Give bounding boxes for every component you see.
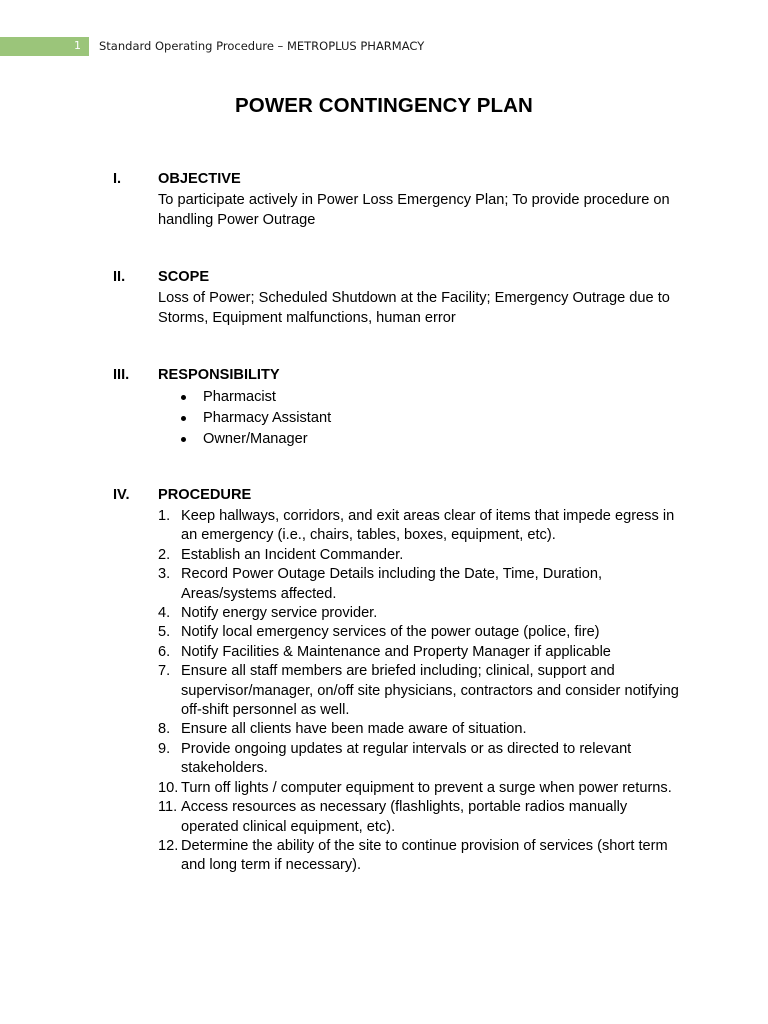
step-text: Turn off lights / computer equipment to prevent a surge when power returns. [181,779,672,796]
step-text: Ensure all staff members are briefed including; clinical, support and supervisor/manager, on/off site physicians, contractors and consider notifying off-shift personnel as well. [181,663,679,719]
list-item [158,604,688,623]
bullet-icon [181,416,186,421]
section-number: IV. [113,487,130,503]
step-number: 8. [158,721,171,738]
list-item [158,798,688,837]
list-item [181,429,331,450]
step-text: Notify energy service provider. [181,605,378,622]
section-number: II. [113,269,126,285]
list-item [181,408,331,429]
step-number: 9. [158,740,171,757]
step-number: 2. [158,546,171,563]
list-item-text: Pharmacist [203,389,276,405]
page-number: 1 [74,39,81,52]
section-number: III. [113,367,130,383]
list-item [181,387,331,408]
section-body: To participate actively in Power Loss Emergency Plan; To provide procedure on handling Power Outrage [158,192,670,228]
section-body: Loss of Power; Scheduled Shutdown at the Facility; Emergency Outrage due to Storms, Equipment malfunctions, human error [158,290,670,326]
list-item-text: Owner/Manager [203,430,308,447]
step-text: Notify local emergency services of the power outage (police, fire) [181,624,600,641]
list-item [158,740,688,779]
step-number: 6. [158,643,171,660]
step-number: 11. [158,799,178,816]
list-item [158,565,688,604]
bullet-icon [181,395,186,400]
list-item [158,546,688,565]
page-number-box [0,37,89,56]
list-item [158,643,688,662]
section-number: I. [113,171,122,187]
section-heading: RESPONSIBILITY [158,367,280,383]
step-number: 4. [158,605,171,622]
list-item [158,837,688,876]
step-text: Determine the ability of the site to continue provision of services (short term and long term if necessary). [181,837,668,874]
step-number: 1. [158,508,171,524]
header-title: Standard Operating Procedure – METROPLUS PHARMACY [99,39,425,53]
step-text: Record Power Outage Details including the Date, Time, Duration, Areas/systems affected. [181,566,602,602]
document-title: POWER CONTINGENCY PLAN [235,94,533,117]
section-heading: PROCEDURE [158,487,252,503]
step-number: 3. [158,566,171,583]
responsibility-list [181,387,331,449]
list-item [158,779,688,798]
step-number: 10. [158,779,179,796]
list-item [158,507,688,546]
list-item-text: Pharmacy Assistant [203,409,332,426]
step-number: 5. [158,624,171,641]
step-text: Keep hallways, corridors, and exit areas clear of items that impede egress in an emergency (i.e., chairs, tables, boxes, equipment, etc). [181,508,675,544]
list-item [158,623,688,642]
step-text: Provide ongoing updates at regular intervals or as directed to relevant stakeholders. [181,740,632,777]
bullet-icon [181,437,186,442]
procedure-steps [158,507,688,876]
page-header [0,37,768,56]
step-text: Ensure all clients have been made aware of situation. [181,721,527,738]
section-heading: SCOPE [158,269,210,285]
list-item [158,720,688,739]
list-item [158,662,688,720]
step-text: Notify Facilities & Maintenance and Property Manager if applicable [181,643,611,660]
step-text: Access resources as necessary (flashlights, portable radios manually operated clinical equipment, etc). [181,799,628,835]
step-text: Establish an Incident Commander. [181,546,404,563]
section-heading: OBJECTIVE [158,171,241,187]
step-number: 12. [158,837,179,854]
step-number: 7. [158,663,171,680]
